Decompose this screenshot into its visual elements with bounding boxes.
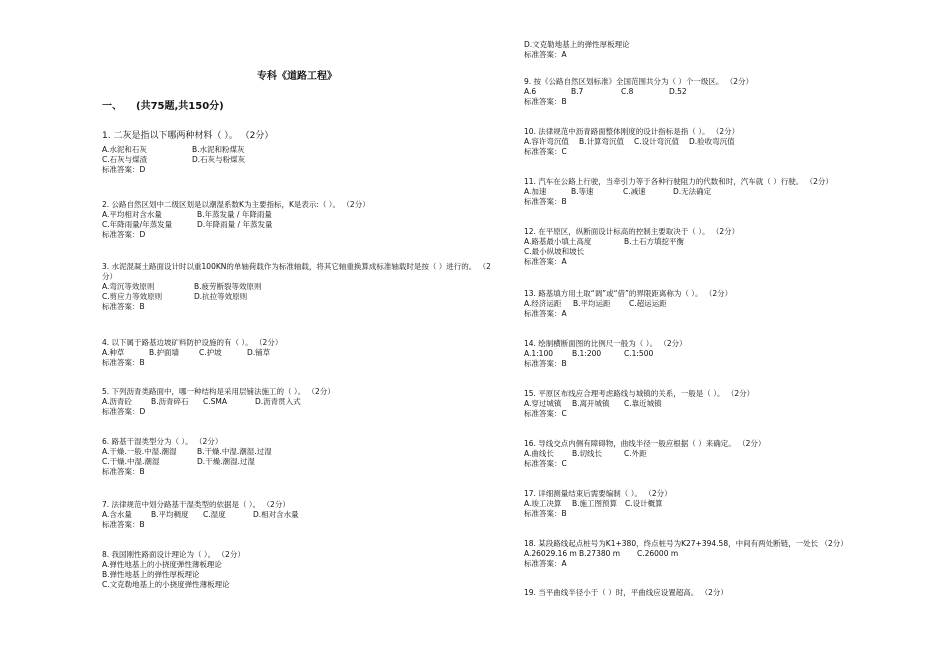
question-item bbox=[524, 439, 924, 469]
answer-option: A.容许弯沉值 bbox=[524, 137, 569, 146]
answer-option: A.加速 bbox=[524, 187, 547, 196]
standard-answer: 标准答案：A bbox=[524, 50, 567, 59]
question-item bbox=[524, 289, 924, 319]
answer-option: C.护坡 bbox=[199, 348, 222, 357]
standard-answer: 标准答案：B bbox=[102, 358, 145, 367]
answer-option: B.离开城镇 bbox=[572, 399, 610, 408]
answer-option: D.验收弯沉值 bbox=[689, 137, 735, 146]
answer-option: A.含水量 bbox=[102, 510, 132, 519]
answer-option: B.平均运距 bbox=[573, 299, 611, 308]
answer-option: B.1:200 bbox=[572, 349, 602, 358]
option-row bbox=[102, 457, 502, 467]
answer-option: B.沥青碎石 bbox=[151, 397, 189, 406]
answer-option: A.1:100 bbox=[524, 349, 553, 358]
question-item bbox=[524, 588, 924, 598]
answer-option: D.年降雨量 / 年蒸发量 bbox=[197, 220, 273, 229]
answer-option: C.干燥.中湿.潮湿 bbox=[102, 457, 160, 466]
answer-option: C.靠近城镇 bbox=[624, 399, 662, 408]
option-row bbox=[102, 282, 502, 292]
answer-option: C.年降雨量/年蒸发量 bbox=[102, 220, 173, 229]
answer-option: D.抗拉等效原则 bbox=[194, 292, 248, 301]
standard-answer: 标准答案：A bbox=[524, 559, 567, 568]
section-heading bbox=[102, 97, 224, 112]
answer-option: B.疲劳断裂等效原则 bbox=[194, 282, 262, 291]
option-row bbox=[524, 449, 924, 459]
question-item bbox=[102, 387, 502, 417]
answer-option: B.计算弯沉值 bbox=[579, 137, 625, 146]
answer-option: B.水泥和粉煤灰 bbox=[192, 145, 245, 154]
question-stem: 3. 水泥混凝土路面设计时以重100KN的单轴荷载作为标准轴载，将其它轴重换算成标准轴载时是按（ ）进行的。 （2分） bbox=[102, 262, 491, 281]
question-stem: 9. 按《公路自然区划标准》全国范围共分为（ ）个一级区。 （2分） bbox=[524, 77, 754, 86]
answer-option: D.相对含水量 bbox=[253, 510, 299, 519]
question-item bbox=[524, 539, 924, 569]
question-stem: 2. 公路自然区划中二级区划是以潮湿系数K为主要指标，K是表示:（ ）。 （2分） bbox=[102, 200, 370, 209]
answer-option: A.沥青砼 bbox=[102, 397, 132, 406]
question-item bbox=[524, 227, 924, 267]
answer-option: B.等速 bbox=[571, 187, 594, 196]
option-row bbox=[524, 137, 924, 147]
answer-option: D.无法确定 bbox=[673, 187, 712, 196]
answer-option: A.水泥和石灰 bbox=[102, 145, 147, 154]
question-item bbox=[524, 177, 924, 207]
question-stem: 4. 以下属于路基边坡矿料防护设施的有（ ）。 （2分） bbox=[102, 338, 283, 347]
standard-answer: 标准答案：B bbox=[102, 520, 145, 529]
answer-option: A.穿过城镇 bbox=[524, 399, 562, 408]
question-stem: 10. 法律规范中沥青路面整体刚度的设计指标是指（ ）。 （2分） bbox=[524, 127, 740, 136]
standard-answer: 标准答案：B bbox=[524, 197, 567, 206]
question-item bbox=[102, 550, 502, 590]
option-row bbox=[524, 499, 924, 509]
option-row bbox=[524, 87, 924, 97]
answer-option: D.干燥.潮湿.过湿 bbox=[197, 457, 255, 466]
option-row bbox=[102, 220, 502, 230]
standard-answer: 标准答案：B bbox=[524, 359, 567, 368]
answer-option: A.干燥.一般.中湿.潮湿 bbox=[102, 447, 177, 456]
option-row bbox=[102, 292, 502, 302]
answer-option: B.土石方填挖平衡 bbox=[624, 237, 685, 246]
section-number: 一、 bbox=[102, 101, 122, 112]
answer-option: D.铺草 bbox=[247, 348, 271, 357]
option-row bbox=[524, 187, 924, 197]
option-row bbox=[102, 510, 502, 520]
answer-option: A.平均相对含水量 bbox=[102, 210, 162, 219]
option-row bbox=[102, 560, 502, 570]
answer-option: C.超运运距 bbox=[629, 299, 667, 308]
option-row bbox=[524, 549, 924, 559]
question-stem: 15. 平原区布线应合理考虑路线与城镇的关系，一般是（ ）。 （2分） bbox=[524, 389, 755, 398]
answer-option: A.弯沉等效原则 bbox=[102, 282, 155, 291]
question-item bbox=[102, 500, 502, 530]
option-row bbox=[102, 348, 502, 358]
answer-option: A.6 bbox=[524, 87, 537, 96]
answer-option: C.剪应力等效原则 bbox=[102, 292, 163, 301]
answer-option: C.最小纵坡和坡长 bbox=[524, 247, 585, 256]
standard-answer: 标准答案：D bbox=[102, 230, 146, 239]
option-row bbox=[524, 237, 924, 247]
standard-answer: 标准答案：A bbox=[524, 257, 567, 266]
option-row bbox=[102, 580, 502, 590]
question-stem: 16. 导线交点内侧有障碍物，曲线半径一般应根据（ ）来确定。 （2分） bbox=[524, 439, 766, 448]
question-stem: 8. 我国刚性路面设计理论为（ ）。 （2分） bbox=[102, 550, 245, 559]
answer-option: B.7 bbox=[571, 87, 584, 96]
question-item bbox=[524, 127, 924, 157]
answer-option: B.27380 m bbox=[579, 549, 621, 558]
answer-option: B.施工图预算 bbox=[572, 499, 618, 508]
answer-option: C.石灰与煤渣 bbox=[102, 155, 148, 164]
question-item bbox=[524, 339, 924, 369]
answer-option: B.切线长 bbox=[572, 449, 603, 458]
standard-answer: 标准答案：C bbox=[524, 147, 567, 156]
question-item bbox=[524, 389, 924, 419]
question-item bbox=[102, 200, 502, 240]
answer-option: C.文克勒地基上的小挠度弹性薄板理论 bbox=[102, 580, 230, 589]
question-stem: 13. 路基填方用土取“调”或“借”的界限距离称为（ ）。 （2分） bbox=[524, 289, 733, 298]
answer-option: D.文克勒地基上的弹性厚板理论 bbox=[524, 40, 630, 49]
option-row bbox=[102, 155, 502, 165]
question-stem: 1. 二灰是指以下哪两种材料（ ）。 （2分） bbox=[102, 131, 274, 141]
question-item bbox=[102, 130, 502, 175]
answer-option: C.设计弯沉值 bbox=[634, 137, 680, 146]
option-row bbox=[102, 447, 502, 457]
answer-option: C.外距 bbox=[624, 449, 647, 458]
answer-option: C.8 bbox=[621, 87, 634, 96]
question-stem: 19. 当平曲线半径小于（ ）时，平曲线应设置超高。 （2分） bbox=[524, 588, 728, 597]
answer-option: A.26029.16 m bbox=[524, 549, 577, 558]
option-row bbox=[524, 247, 924, 257]
option-row bbox=[102, 145, 502, 155]
standard-answer: 标准答案：B bbox=[102, 302, 145, 311]
question-item bbox=[102, 262, 502, 312]
question-stem: 11. 汽车在公路上行驶，当牵引力等于各种行驶阻力的代数和时，汽车就（ ）行驶。 （2分） bbox=[524, 177, 833, 186]
question-item bbox=[524, 77, 924, 107]
answer-option: A.弹性地基上的小挠度弹性薄板理论 bbox=[102, 560, 222, 569]
answer-option: C.1:500 bbox=[624, 349, 654, 358]
option-row bbox=[524, 40, 924, 50]
answer-option: B.护面墙 bbox=[149, 348, 180, 357]
answer-option: C.26000 m bbox=[637, 549, 679, 558]
answer-option: A.路基最小填土高度 bbox=[524, 237, 592, 246]
question-stem: 7. 法律规范中划分路基干湿类型的依据是（ ）。 （2分） bbox=[102, 500, 290, 509]
answer-option: D.沥青贯入式 bbox=[255, 397, 301, 406]
option-row bbox=[102, 397, 502, 407]
answer-option: D.石灰与粉煤灰 bbox=[192, 155, 246, 164]
standard-answer: 标准答案：C bbox=[524, 459, 567, 468]
option-row bbox=[102, 570, 502, 580]
answer-option: A.经济运距 bbox=[524, 299, 562, 308]
option-row bbox=[102, 210, 502, 220]
answer-option: B.平均稠度 bbox=[151, 510, 189, 519]
question-stem: 17. 详细测量结束后需要编制（ ）。 （2分） bbox=[524, 489, 672, 498]
answer-option: C.湿度 bbox=[203, 510, 226, 519]
answer-option: B.年蒸发量 / 年降雨量 bbox=[197, 210, 272, 219]
answer-option: C.设计概算 bbox=[625, 499, 663, 508]
question-stem: 6. 路基干湿类型分为（ ）。 （2分） bbox=[102, 437, 223, 446]
answer-option: A.竣工决算 bbox=[524, 499, 562, 508]
answer-option: C.减速 bbox=[623, 187, 646, 196]
standard-answer: 标准答案：A bbox=[524, 309, 567, 318]
question-item bbox=[524, 489, 924, 519]
answer-option: C.SMA bbox=[203, 397, 227, 406]
answer-option: B.干燥.中湿.潮湿.过湿 bbox=[197, 447, 272, 456]
standard-answer: 标准答案：B bbox=[524, 509, 567, 518]
question-stem: 12. 在平原区，纵断面设计标高的控制主要取决于（ ）。 （2分） bbox=[524, 227, 740, 236]
answer-option: B.弹性地基上的弹性厚板理论 bbox=[102, 570, 200, 579]
standard-answer: 标准答案：D bbox=[102, 407, 146, 416]
standard-answer: 标准答案：B bbox=[524, 97, 567, 106]
page-title: 专科《道路工程》 bbox=[257, 71, 337, 82]
section-description: (共75题,共150分) bbox=[136, 101, 224, 112]
answer-option: A.种草 bbox=[102, 348, 125, 357]
standard-answer: 标准答案：D bbox=[102, 165, 146, 174]
question-item bbox=[102, 437, 502, 477]
question-item bbox=[102, 338, 502, 368]
option-row bbox=[524, 299, 924, 309]
option-row bbox=[524, 349, 924, 359]
standard-answer: 标准答案：B bbox=[102, 467, 145, 476]
answer-option: A.曲线长 bbox=[524, 449, 554, 458]
question-stem: 14. 绘制横断面图的比例尺一般为（ ）。 （2分） bbox=[524, 339, 687, 348]
question-stem: 5. 下列沥青类路面中，哪一种结构是采用层铺法施工的（ ）。 （2分） bbox=[102, 387, 335, 396]
standard-answer: 标准答案：C bbox=[524, 409, 567, 418]
question-item bbox=[524, 40, 924, 60]
answer-option: D.52 bbox=[669, 87, 687, 96]
question-stem: 18. 某段路线起点桩号为K1+380，终点桩号为K27+394.58，中间有两处断链，一处长 （2分） bbox=[524, 539, 848, 548]
option-row bbox=[524, 399, 924, 409]
